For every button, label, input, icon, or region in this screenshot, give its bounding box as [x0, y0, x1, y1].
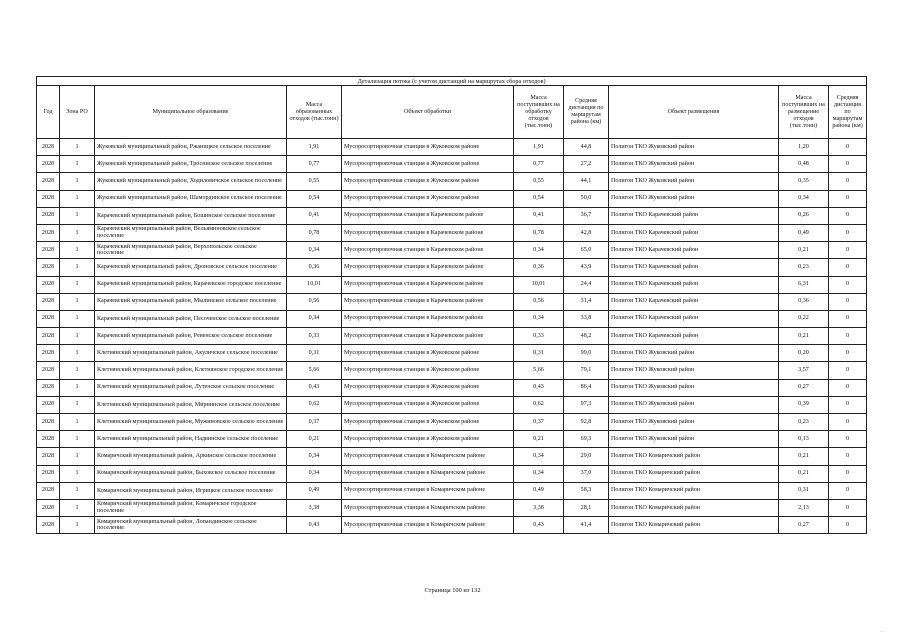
cell-placement-object: Полигон ТКО Карачевский район: [609, 310, 779, 327]
cell-avg-distance-processing: 69,3: [564, 431, 609, 448]
cell-avg-distance-processing: 86,4: [564, 379, 609, 396]
cell-zone: 1: [60, 310, 95, 327]
cell-mass-to-processing: 5,66: [514, 362, 564, 379]
cell-year: 2028: [37, 139, 60, 156]
cell-mass-to-placement: 0,22: [779, 310, 829, 327]
cell-zone: 1: [60, 242, 95, 259]
table-row: [37, 414, 867, 431]
cell-avg-distance-placement: 0: [829, 396, 867, 413]
table-row: [37, 499, 867, 516]
cell-processing-object: Мусоросортировочная станция в Карачевском районе: [342, 242, 514, 259]
table-row: [37, 156, 867, 173]
cell-avg-distance-processing: 42,8: [564, 224, 609, 241]
cell-mass-generated: 1,91: [287, 139, 342, 156]
cell-avg-distance-processing: 24,4: [564, 276, 609, 293]
cell-mass-generated: 0,62: [287, 396, 342, 413]
cell-zone: 1: [60, 517, 95, 534]
cell-mass-to-processing: 0,34: [514, 242, 564, 259]
cell-mass-generated: 10,01: [287, 276, 342, 293]
cell-avg-distance-placement: 0: [829, 328, 867, 345]
cell-mass-generated: 0,41: [287, 207, 342, 224]
cell-municipality: Карачевский муниципальный район, Бошинское сельское поселение: [95, 207, 287, 224]
page-number: Страница 100 из 132: [424, 587, 481, 594]
cell-mass-generated: 0,37: [287, 414, 342, 431]
cell-mass-to-processing: 3,38: [514, 499, 564, 516]
cell-mass-generated: 0,56: [287, 293, 342, 310]
cell-mass-to-placement: 1,20: [779, 139, 829, 156]
cell-avg-distance-placement: 0: [829, 190, 867, 207]
cell-municipality: Комаричский муниципальный район, Быховское сельское поселение: [95, 465, 287, 482]
cell-avg-distance-placement: 0: [829, 259, 867, 276]
table-row: [37, 396, 867, 413]
cell-mass-to-processing: 0,31: [514, 345, 564, 362]
cell-mass-generated: 0,54: [287, 190, 342, 207]
table-caption: Детализация потока (с учетом дистанций на маршрутах сбора отходов): [37, 77, 867, 86]
cell-avg-distance-processing: 37,0: [564, 465, 609, 482]
cell-processing-object: Мусоросортировочная станция в Комаричском районе: [342, 465, 514, 482]
table-row: [37, 207, 867, 224]
cell-avg-distance-processing: 50,0: [564, 190, 609, 207]
cell-processing-object: Мусоросортировочная станция в Комаричском районе: [342, 448, 514, 465]
cell-processing-object: Мусоросортировочная станция в Карачевском районе: [342, 328, 514, 345]
cell-avg-distance-processing: 31,4: [564, 293, 609, 310]
cell-year: 2028: [37, 362, 60, 379]
cell-mass-to-processing: 0,56: [514, 293, 564, 310]
cell-municipality: Комаричский муниципальный район, Лопандинское сельское поселение: [95, 517, 287, 534]
header-placement-object: Объект размещения: [609, 86, 779, 139]
cell-zone: 1: [60, 396, 95, 413]
scan-mark: . .: [880, 628, 885, 634]
cell-mass-to-processing: 0,21: [514, 431, 564, 448]
cell-avg-distance-placement: 0: [829, 293, 867, 310]
cell-year: 2028: [37, 276, 60, 293]
cell-placement-object: Полигон ТКО Жуковский район: [609, 156, 779, 173]
cell-municipality: Клетнянский муниципальный район, Клетнянское городское поселение: [95, 362, 287, 379]
cell-mass-to-processing: 0,34: [514, 310, 564, 327]
cell-processing-object: Мусоросортировочная станция в Жуковском районе: [342, 431, 514, 448]
cell-mass-to-placement: 0,31: [779, 482, 829, 499]
cell-avg-distance-placement: 0: [829, 379, 867, 396]
cell-placement-object: Полигон ТКО Жуковский район: [609, 362, 779, 379]
cell-mass-to-processing: 0,49: [514, 482, 564, 499]
cell-avg-distance-placement: 0: [829, 414, 867, 431]
cell-municipality: Клетнянский муниципальный район, Мужиновское сельское поселение: [95, 414, 287, 431]
cell-zone: 1: [60, 173, 95, 190]
table-row: [37, 431, 867, 448]
table-row: [37, 259, 867, 276]
cell-municipality: Комаричский муниципальный район, Аркинское сельское поселение: [95, 448, 287, 465]
cell-zone: 1: [60, 276, 95, 293]
table-row: [37, 482, 867, 499]
cell-mass-to-processing: 0,62: [514, 396, 564, 413]
cell-zone: 1: [60, 362, 95, 379]
table-caption-row: [37, 77, 867, 86]
cell-year: 2028: [37, 293, 60, 310]
cell-placement-object: Полигон ТКО Карачевский район: [609, 259, 779, 276]
cell-municipality: Жуковский муниципальный район, Ходиловичское сельское поселение: [95, 173, 287, 190]
cell-year: 2028: [37, 499, 60, 516]
cell-avg-distance-processing: 44,8: [564, 139, 609, 156]
header-avg-distance-placement: Средняя дистанция по маршрутам района (км): [829, 86, 867, 139]
table-row: [37, 276, 867, 293]
header-mass-to-processing: Масса поступивших на обработку отходов (тыс.тонн): [514, 86, 564, 139]
cell-municipality: Жуковский муниципальный район, Ржаницкое сельское поселение: [95, 139, 287, 156]
cell-mass-to-placement: 0,39: [779, 396, 829, 413]
cell-avg-distance-placement: 0: [829, 517, 867, 534]
cell-avg-distance-placement: 0: [829, 156, 867, 173]
cell-placement-object: Полигон ТКО Карачевский район: [609, 293, 779, 310]
cell-mass-generated: 0,43: [287, 517, 342, 534]
cell-mass-generated: 0,34: [287, 465, 342, 482]
cell-avg-distance-placement: 0: [829, 242, 867, 259]
table-row: [37, 345, 867, 362]
cell-placement-object: Полигон ТКО Жуковский район: [609, 414, 779, 431]
cell-year: 2028: [37, 173, 60, 190]
cell-placement-object: Полигон ТКО Жуковский район: [609, 190, 779, 207]
cell-municipality: Клетнянский муниципальный район, Акуличское сельское поселение: [95, 345, 287, 362]
cell-avg-distance-processing: 48,2: [564, 328, 609, 345]
cell-avg-distance-processing: 28,1: [564, 499, 609, 516]
table-row: [37, 448, 867, 465]
table-row: [37, 362, 867, 379]
cell-mass-generated: 0,78: [287, 224, 342, 241]
header-municipality: Муниципальное образование: [95, 86, 287, 139]
cell-processing-object: Мусоросортировочная станция в Карачевском районе: [342, 259, 514, 276]
table-row: [37, 139, 867, 156]
cell-municipality: Клетнянский муниципальный район, Лутенское сельское поселение: [95, 379, 287, 396]
cell-year: 2028: [37, 414, 60, 431]
cell-placement-object: Полигон ТКО Жуковский район: [609, 139, 779, 156]
cell-mass-generated: 0,55: [287, 173, 342, 190]
cell-year: 2028: [37, 207, 60, 224]
header-mass-to-placement: Масса поступивших на размещение отходов (тыс.тонн): [779, 86, 829, 139]
header-zone: Зона РО: [60, 86, 95, 139]
cell-mass-to-placement: 6,31: [779, 276, 829, 293]
cell-mass-generated: 0,33: [287, 328, 342, 345]
cell-avg-distance-placement: 0: [829, 482, 867, 499]
cell-mass-to-placement: 0,20: [779, 345, 829, 362]
cell-mass-to-processing: 0,34: [514, 448, 564, 465]
cell-avg-distance-processing: 33,8: [564, 310, 609, 327]
cell-zone: 1: [60, 414, 95, 431]
cell-mass-generated: 0,21: [287, 431, 342, 448]
cell-mass-to-placement: 3,57: [779, 362, 829, 379]
cell-mass-generated: 0,34: [287, 310, 342, 327]
cell-processing-object: Мусоросортировочная станция в Жуковском районе: [342, 345, 514, 362]
cell-mass-to-placement: 0,23: [779, 414, 829, 431]
cell-mass-to-placement: 0,26: [779, 207, 829, 224]
cell-avg-distance-placement: 0: [829, 207, 867, 224]
cell-processing-object: Мусоросортировочная станция в Комаричском районе: [342, 499, 514, 516]
cell-placement-object: Полигон ТКО Карачевский район: [609, 328, 779, 345]
table-header-row: [37, 86, 867, 139]
cell-mass-generated: 0,34: [287, 242, 342, 259]
cell-zone: 1: [60, 448, 95, 465]
cell-municipality: Клетнянский муниципальный район, Надвинское сельское поселение: [95, 431, 287, 448]
cell-year: 2028: [37, 448, 60, 465]
cell-avg-distance-placement: 0: [829, 465, 867, 482]
cell-municipality: Карачевский муниципальный район, Верхопольское сельское поселение: [95, 242, 287, 259]
cell-zone: 1: [60, 345, 95, 362]
cell-mass-to-placement: 0,49: [779, 224, 829, 241]
cell-placement-object: Полигон ТКО Жуковский район: [609, 396, 779, 413]
cell-mass-to-placement: 0,27: [779, 517, 829, 534]
cell-municipality: Жуковский муниципальный район, Шамординское сельское поселение: [95, 190, 287, 207]
cell-municipality: Карачевский муниципальный район, Песоченское сельское поселение: [95, 310, 287, 327]
cell-placement-object: Полигон ТКО Комаричский район: [609, 465, 779, 482]
cell-zone: 1: [60, 190, 95, 207]
cell-year: 2028: [37, 482, 60, 499]
cell-mass-generated: 0,31: [287, 345, 342, 362]
cell-mass-to-placement: 0,23: [779, 259, 829, 276]
cell-placement-object: Полигон ТКО Комаричский район: [609, 499, 779, 516]
cell-placement-object: Полигон ТКО Карачевский район: [609, 224, 779, 241]
cell-mass-generated: 0,77: [287, 156, 342, 173]
cell-year: 2028: [37, 224, 60, 241]
cell-avg-distance-placement: 0: [829, 224, 867, 241]
cell-zone: 1: [60, 259, 95, 276]
cell-processing-object: Мусоросортировочная станция в Жуковском районе: [342, 139, 514, 156]
cell-avg-distance-placement: 0: [829, 139, 867, 156]
cell-municipality: Карачевский муниципальный район, Дроновское сельское поселение: [95, 259, 287, 276]
cell-processing-object: Мусоросортировочная станция в Жуковском районе: [342, 379, 514, 396]
cell-placement-object: Полигон ТКО Карачевский район: [609, 207, 779, 224]
cell-avg-distance-processing: 65,0: [564, 242, 609, 259]
header-mass-generated: Масса образованных отходов (тыс.тонн): [287, 86, 342, 139]
cell-mass-generated: 0,34: [287, 448, 342, 465]
cell-placement-object: Полигон ТКО Комаричский район: [609, 448, 779, 465]
cell-avg-distance-processing: 27,2: [564, 156, 609, 173]
cell-placement-object: Полигон ТКО Карачевский район: [609, 242, 779, 259]
cell-avg-distance-processing: 29,0: [564, 448, 609, 465]
cell-mass-generated: 0,43: [287, 379, 342, 396]
cell-year: 2028: [37, 259, 60, 276]
cell-year: 2028: [37, 465, 60, 482]
cell-avg-distance-placement: 0: [829, 431, 867, 448]
cell-zone: 1: [60, 207, 95, 224]
cell-mass-to-processing: 0,78: [514, 224, 564, 241]
cell-mass-to-placement: 0,48: [779, 156, 829, 173]
cell-processing-object: Мусоросортировочная станция в Жуковском районе: [342, 173, 514, 190]
header-processing-object: Объект обработки: [342, 86, 514, 139]
cell-mass-to-placement: 0,21: [779, 465, 829, 482]
cell-mass-to-placement: 0,21: [779, 328, 829, 345]
cell-processing-object: Мусоросортировочная станция в Карачевском районе: [342, 224, 514, 241]
table-row: [37, 242, 867, 259]
cell-year: 2028: [37, 431, 60, 448]
cell-avg-distance-processing: 58,3: [564, 482, 609, 499]
cell-placement-object: Полигон ТКО Карачевский район: [609, 276, 779, 293]
cell-year: 2028: [37, 328, 60, 345]
document-sheet: [36, 76, 866, 534]
cell-mass-to-processing: 1,91: [514, 139, 564, 156]
cell-mass-to-placement: 0,27: [779, 379, 829, 396]
cell-avg-distance-placement: 0: [829, 310, 867, 327]
cell-zone: 1: [60, 139, 95, 156]
table-row: [37, 293, 867, 310]
cell-mass-to-processing: 0,33: [514, 328, 564, 345]
cell-processing-object: Мусоросортировочная станция в Жуковском районе: [342, 362, 514, 379]
cell-zone: 1: [60, 156, 95, 173]
cell-mass-generated: 3,38: [287, 499, 342, 516]
cell-municipality: Клетнянский муниципальный район, Мирнинское сельское поселение: [95, 396, 287, 413]
cell-municipality: Комаричский муниципальный район, Комаричское городское поселение: [95, 499, 287, 516]
cell-processing-object: Мусоросортировочная станция в Жуковском районе: [342, 190, 514, 207]
cell-municipality: Карачевский муниципальный район, Вельяминовское сельское поселение: [95, 224, 287, 241]
cell-avg-distance-processing: 44,1: [564, 173, 609, 190]
cell-processing-object: Мусоросортировочная станция в Жуковском районе: [342, 156, 514, 173]
table-row: [37, 190, 867, 207]
cell-mass-generated: 5,66: [287, 362, 342, 379]
cell-municipality: Карачевский муниципальный район, Карачевское городское поселение: [95, 276, 287, 293]
cell-zone: 1: [60, 379, 95, 396]
cell-zone: 1: [60, 482, 95, 499]
cell-mass-to-processing: 0,55: [514, 173, 564, 190]
cell-processing-object: Мусоросортировочная станция в Жуковском районе: [342, 414, 514, 431]
cell-mass-to-placement: 0,21: [779, 242, 829, 259]
cell-zone: 1: [60, 293, 95, 310]
cell-placement-object: Полигон ТКО Жуковский район: [609, 379, 779, 396]
table-row: [37, 224, 867, 241]
cell-municipality: Комаричский муниципальный район, Игрицкое сельское поселение: [95, 482, 287, 499]
cell-processing-object: Мусоросортировочная станция в Комаричском районе: [342, 482, 514, 499]
cell-avg-distance-processing: 36,7: [564, 207, 609, 224]
cell-mass-to-placement: 0,34: [779, 190, 829, 207]
cell-year: 2028: [37, 242, 60, 259]
cell-placement-object: Полигон ТКО Комаричский район: [609, 482, 779, 499]
cell-mass-to-processing: 0,54: [514, 190, 564, 207]
cell-municipality: Карачевский муниципальный район, Мылинское сельское поселение: [95, 293, 287, 310]
table-row: [37, 328, 867, 345]
cell-processing-object: Мусоросортировочная станция в Карачевском районе: [342, 293, 514, 310]
cell-placement-object: Полигон ТКО Жуковский район: [609, 173, 779, 190]
cell-avg-distance-placement: 0: [829, 499, 867, 516]
cell-mass-to-processing: 0,77: [514, 156, 564, 173]
cell-avg-distance-placement: 0: [829, 362, 867, 379]
cell-avg-distance-processing: 43,9: [564, 259, 609, 276]
cell-zone: 1: [60, 499, 95, 516]
table-row: [37, 465, 867, 482]
cell-processing-object: Мусоросортировочная станция в Комаричском районе: [342, 517, 514, 534]
cell-avg-distance-placement: 0: [829, 448, 867, 465]
cell-mass-to-processing: 0,37: [514, 414, 564, 431]
cell-avg-distance-placement: 0: [829, 276, 867, 293]
cell-zone: 1: [60, 328, 95, 345]
cell-mass-to-placement: 0,13: [779, 431, 829, 448]
table-row: [37, 379, 867, 396]
cell-year: 2028: [37, 156, 60, 173]
waste-flow-table: [36, 76, 867, 534]
cell-avg-distance-processing: 92,8: [564, 414, 609, 431]
cell-placement-object: Полигон ТКО Жуковский район: [609, 431, 779, 448]
cell-mass-to-placement: 0,36: [779, 293, 829, 310]
cell-processing-object: Мусоросортировочная станция в Карачевском районе: [342, 310, 514, 327]
cell-mass-to-processing: 10,01: [514, 276, 564, 293]
cell-mass-to-placement: 2,13: [779, 499, 829, 516]
cell-mass-to-processing: 0,43: [514, 517, 564, 534]
cell-avg-distance-processing: 79,1: [564, 362, 609, 379]
header-avg-distance-processing: Средняя дистанция по маршрутам района (км): [564, 86, 609, 139]
cell-avg-distance-processing: 41,4: [564, 517, 609, 534]
cell-avg-distance-processing: 99,0: [564, 345, 609, 362]
cell-zone: 1: [60, 465, 95, 482]
table-row: [37, 173, 867, 190]
cell-mass-to-processing: 0,43: [514, 379, 564, 396]
cell-processing-object: Мусоросортировочная станция в Карачевском районе: [342, 207, 514, 224]
cell-processing-object: Мусоросортировочная станция в Карачевском районе: [342, 276, 514, 293]
cell-year: 2028: [37, 379, 60, 396]
cell-year: 2028: [37, 345, 60, 362]
cell-year: 2028: [37, 190, 60, 207]
cell-placement-object: Полигон ТКО Комаричский район: [609, 517, 779, 534]
cell-mass-to-placement: 0,21: [779, 448, 829, 465]
cell-year: 2028: [37, 517, 60, 534]
cell-zone: 1: [60, 224, 95, 241]
cell-zone: 1: [60, 431, 95, 448]
cell-mass-generated: 0,36: [287, 259, 342, 276]
cell-municipality: Жуковский муниципальный район, Тросннское сельское поселение: [95, 156, 287, 173]
cell-mass-to-placement: 0,35: [779, 173, 829, 190]
table-row: [37, 310, 867, 327]
table-body: [37, 139, 867, 534]
cell-mass-to-processing: 0,41: [514, 207, 564, 224]
cell-placement-object: Полигон ТКО Жуковский район: [609, 345, 779, 362]
cell-year: 2028: [37, 396, 60, 413]
header-year: Год: [37, 86, 60, 139]
cell-mass-to-processing: 0,34: [514, 465, 564, 482]
cell-mass-to-processing: 0,36: [514, 259, 564, 276]
cell-processing-object: Мусоросортировочная станция в Жуковском районе: [342, 396, 514, 413]
cell-year: 2028: [37, 310, 60, 327]
table-row: [37, 517, 867, 534]
cell-avg-distance-placement: 0: [829, 173, 867, 190]
cell-avg-distance-processing: 97,3: [564, 396, 609, 413]
cell-mass-generated: 0,49: [287, 482, 342, 499]
cell-municipality: Карачевский муниципальный район, Ревенское сельское поселение: [95, 328, 287, 345]
cell-avg-distance-placement: 0: [829, 345, 867, 362]
